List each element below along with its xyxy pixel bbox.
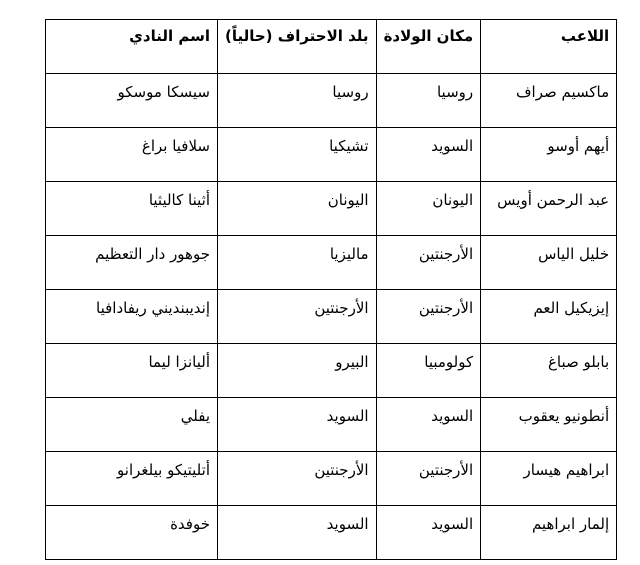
cell-player: إيزيكيل العم bbox=[481, 290, 617, 344]
cell-player: ماكسيم صراف bbox=[481, 74, 617, 128]
table-row bbox=[46, 290, 617, 344]
players-table bbox=[45, 19, 617, 560]
cell-club: سلافيا براغ bbox=[46, 128, 218, 182]
cell-club: أتليتيكو بيلغرانو bbox=[46, 452, 218, 506]
cell-player: خليل الياس bbox=[481, 236, 617, 290]
cell-country: الأرجنتين bbox=[218, 452, 377, 506]
header-club: اسم النادي bbox=[46, 20, 218, 74]
cell-club: يفلي bbox=[46, 398, 218, 452]
cell-club: إنديبنديني ريفادافيا bbox=[46, 290, 218, 344]
table-row bbox=[46, 452, 617, 506]
cell-birthplace: الأرجنتين bbox=[376, 452, 481, 506]
cell-country: الأرجنتين bbox=[218, 290, 377, 344]
table-row bbox=[46, 182, 617, 236]
cell-club: أثينا كاليثيا bbox=[46, 182, 218, 236]
cell-player: إلمار ابراهيم bbox=[481, 506, 617, 560]
cell-player: عبد الرحمن أويس bbox=[481, 182, 617, 236]
header-player: اللاعب bbox=[481, 20, 617, 74]
cell-country: تشيكيا bbox=[218, 128, 377, 182]
table-header bbox=[46, 20, 617, 74]
header-row bbox=[46, 20, 617, 74]
cell-country: روسيا bbox=[218, 74, 377, 128]
table-row bbox=[46, 236, 617, 290]
cell-birthplace: السويد bbox=[376, 506, 481, 560]
cell-country: السويد bbox=[218, 398, 377, 452]
table-row bbox=[46, 344, 617, 398]
cell-player: بابلو صباغ bbox=[481, 344, 617, 398]
cell-birthplace: السويد bbox=[376, 398, 481, 452]
cell-birthplace: كولومبيا bbox=[376, 344, 481, 398]
cell-birthplace: السويد bbox=[376, 128, 481, 182]
header-country: بلد الاحتراف (حالياً) bbox=[218, 20, 377, 74]
cell-player: أيهم أوسو bbox=[481, 128, 617, 182]
header-birthplace: مكان الولادة bbox=[376, 20, 481, 74]
table-row bbox=[46, 506, 617, 560]
cell-country: اليونان bbox=[218, 182, 377, 236]
cell-birthplace: الأرجنتين bbox=[376, 236, 481, 290]
cell-club: خوفدة bbox=[46, 506, 218, 560]
cell-country: ماليزيا bbox=[218, 236, 377, 290]
cell-club: سيسكا موسكو bbox=[46, 74, 218, 128]
cell-country: السويد bbox=[218, 506, 377, 560]
table-row bbox=[46, 398, 617, 452]
cell-birthplace: الأرجنتين bbox=[376, 290, 481, 344]
cell-birthplace: اليونان bbox=[376, 182, 481, 236]
cell-club: أليانزا ليما bbox=[46, 344, 218, 398]
table-body bbox=[46, 74, 617, 560]
cell-player: أنطونيو يعقوب bbox=[481, 398, 617, 452]
cell-club: جوهور دار التعظيم bbox=[46, 236, 218, 290]
cell-birthplace: روسيا bbox=[376, 74, 481, 128]
table-row bbox=[46, 128, 617, 182]
table-row bbox=[46, 74, 617, 128]
cell-player: ابراهيم هيسار bbox=[481, 452, 617, 506]
cell-country: البيرو bbox=[218, 344, 377, 398]
